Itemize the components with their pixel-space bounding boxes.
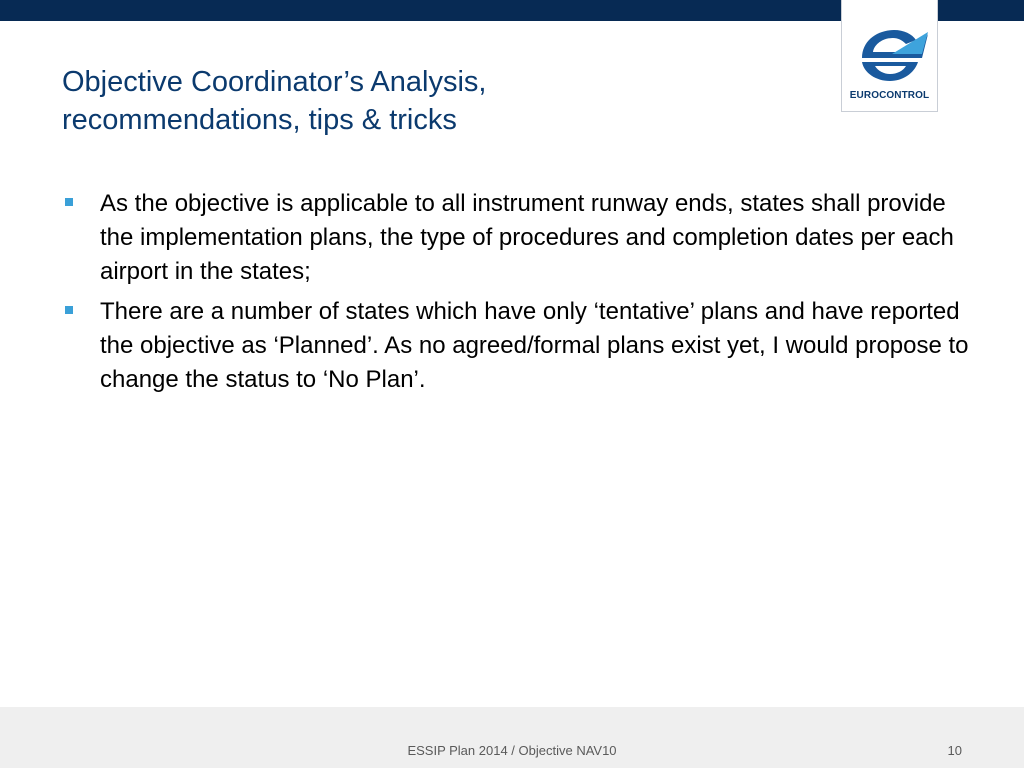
- slide-title-line-1: Objective Coordinator’s Analysis,: [62, 66, 487, 98]
- slide-title-line-2: recommendations, tips & tricks: [62, 104, 457, 136]
- bullet-list: [62, 187, 972, 403]
- eurocontrol-logo-icon: [852, 24, 928, 84]
- eurocontrol-logo: [841, 0, 938, 112]
- footer-text: ESSIP Plan 2014 / Objective NAV10: [407, 743, 617, 758]
- slide-title: [62, 63, 762, 139]
- square-bullet-icon: [65, 306, 73, 314]
- logo-text: EUROCONTROL: [849, 90, 930, 101]
- bullet-text: There are a number of states which have only ‘tentative’ plans and have reported the objective as ‘Planned’. As no agreed/formal plans exist yet, I would propose to change the status to ‘No Plan’.: [100, 298, 969, 393]
- bullet-item: [62, 187, 972, 289]
- square-bullet-icon: [65, 198, 73, 206]
- footer-bar: [0, 707, 1024, 768]
- page-number: 10: [947, 743, 962, 758]
- bullet-text: As the objective is applicable to all instrument runway ends, states shall provide the implementation plans, the type of procedures and completion dates per each airport in the states;: [100, 190, 954, 285]
- bullet-item: [62, 295, 972, 397]
